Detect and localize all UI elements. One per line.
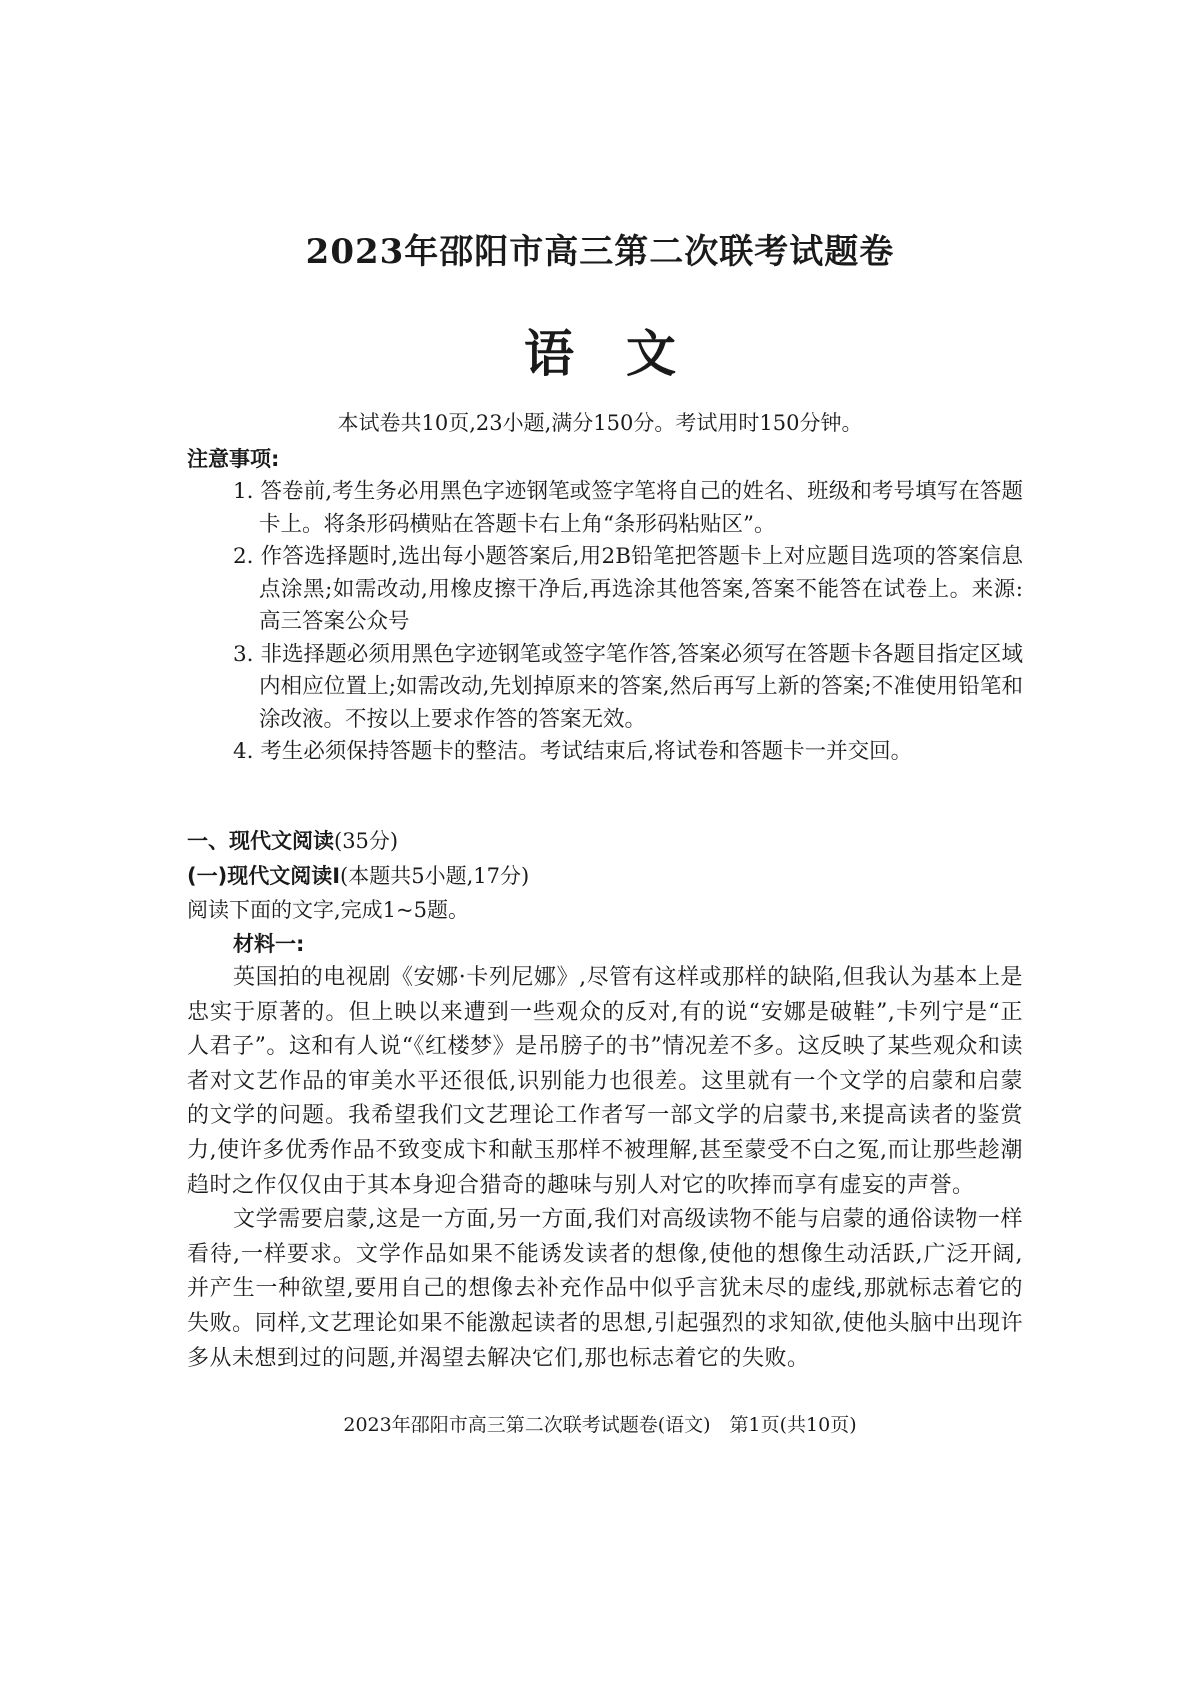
note-item: 4. 考生必须保持答题卡的整洁。考试结束后,将试卷和答题卡一并交回。 — [233, 739, 913, 764]
exam-info: 本试卷共10页,23小题,满分150分。考试用时150分钟。 — [337, 411, 863, 435]
section-title: 一、现代文阅读 — [187, 829, 334, 853]
subsection-title: (一)现代文阅读Ⅰ — [187, 864, 341, 888]
notes-heading: 注意事项: — [187, 447, 280, 471]
exam-title: 2023年邵阳市高三第二次联考试题卷 — [305, 232, 895, 272]
passage-paragraph: 文学需要启蒙,这是一方面,另一方面,我们对高级读物不能与启蒙的通俗读物一样看待,一样要求。文学作品如果不能诱发读者的想像,使他的想像生动活跃,广泛开阔,并产生一种欲望,要用自己的想像去补充作品中似乎言犹未尽的虚线,那就标志着它的失败。同样,文艺理论如果不能激起读者的思想,引起强烈的求知欲,使他头脑中出现许多从未想到过的问题,并渴望去解决它们,那也标志着它的失败。 — [187, 1207, 1023, 1371]
passage-paragraph: 英国拍的电视剧《安娜·卡列尼娜》,尽管有这样或那样的缺陷,但我认为基本上是忠实于原著的。但上映以来遭到一些观众的反对,有的说“安娜是破鞋”,卡列宁是“正人君子”。这和有人说“《红楼梦》是吊膀子的书”情况差不多。这反映了某些观众和读者对文艺作品的审美水平还很低,识别能力也很差。这里就有一个文学的启蒙和启蒙的文学的问题。我希望我们文艺理论工作者写一部文学的启蒙书,来提高读者的鉴赏力,使许多优秀作品不致变成卞和献玉那样不被理解,甚至蒙受不白之冤,而让那些趁潮趋时之作仅仅由于其本身迎合猎奇的趣味与别人对它的吹捧而享有虚妄的声誉。 — [187, 965, 1023, 1198]
section-score: (35分) — [334, 829, 399, 853]
material-label: 材料一: — [233, 932, 305, 956]
section-heading — [187, 825, 398, 855]
note-item: 1. 答卷前,考生务必用黑色字迹钢笔或签字笔将自己的姓名、班级和考号填写在答题卡上。将条形码横贴在答题卡右上角“条形码粘贴区”。 — [233, 479, 1023, 537]
reading-passage — [187, 961, 1023, 1376]
page-footer: 2023年邵阳市高三第二次联考试题卷(语文) 第1页(共10页) — [343, 1414, 857, 1436]
notes-list — [233, 476, 1023, 769]
subsection-heading — [187, 860, 529, 890]
reading-instruction: 阅读下面的文字,完成1~5题。 — [187, 898, 469, 922]
note-item: 3. 非选择题必须用黑色字迹钢笔或签字笔作答,答案必须写在答题卡各题目指定区域内相应位置上;如需改动,先划掉原来的答案,然后再写上新的答案;不准使用铅笔和涂改液。不按以上要求作答的答案无效。 — [233, 641, 1023, 732]
subsection-score: (本题共5小题,17分) — [340, 864, 530, 888]
subject-title: 语文 — [524, 324, 728, 383]
note-item: 2. 作答选择题时,选出每小题答案后,用2B铅笔把答题卡上对应题目选项的答案信息点涂黑;如需改动,用橡皮擦干净后,再选涂其他答案,答案不能答在试卷上。来源: 高三答案公众号 — [233, 544, 1023, 634]
